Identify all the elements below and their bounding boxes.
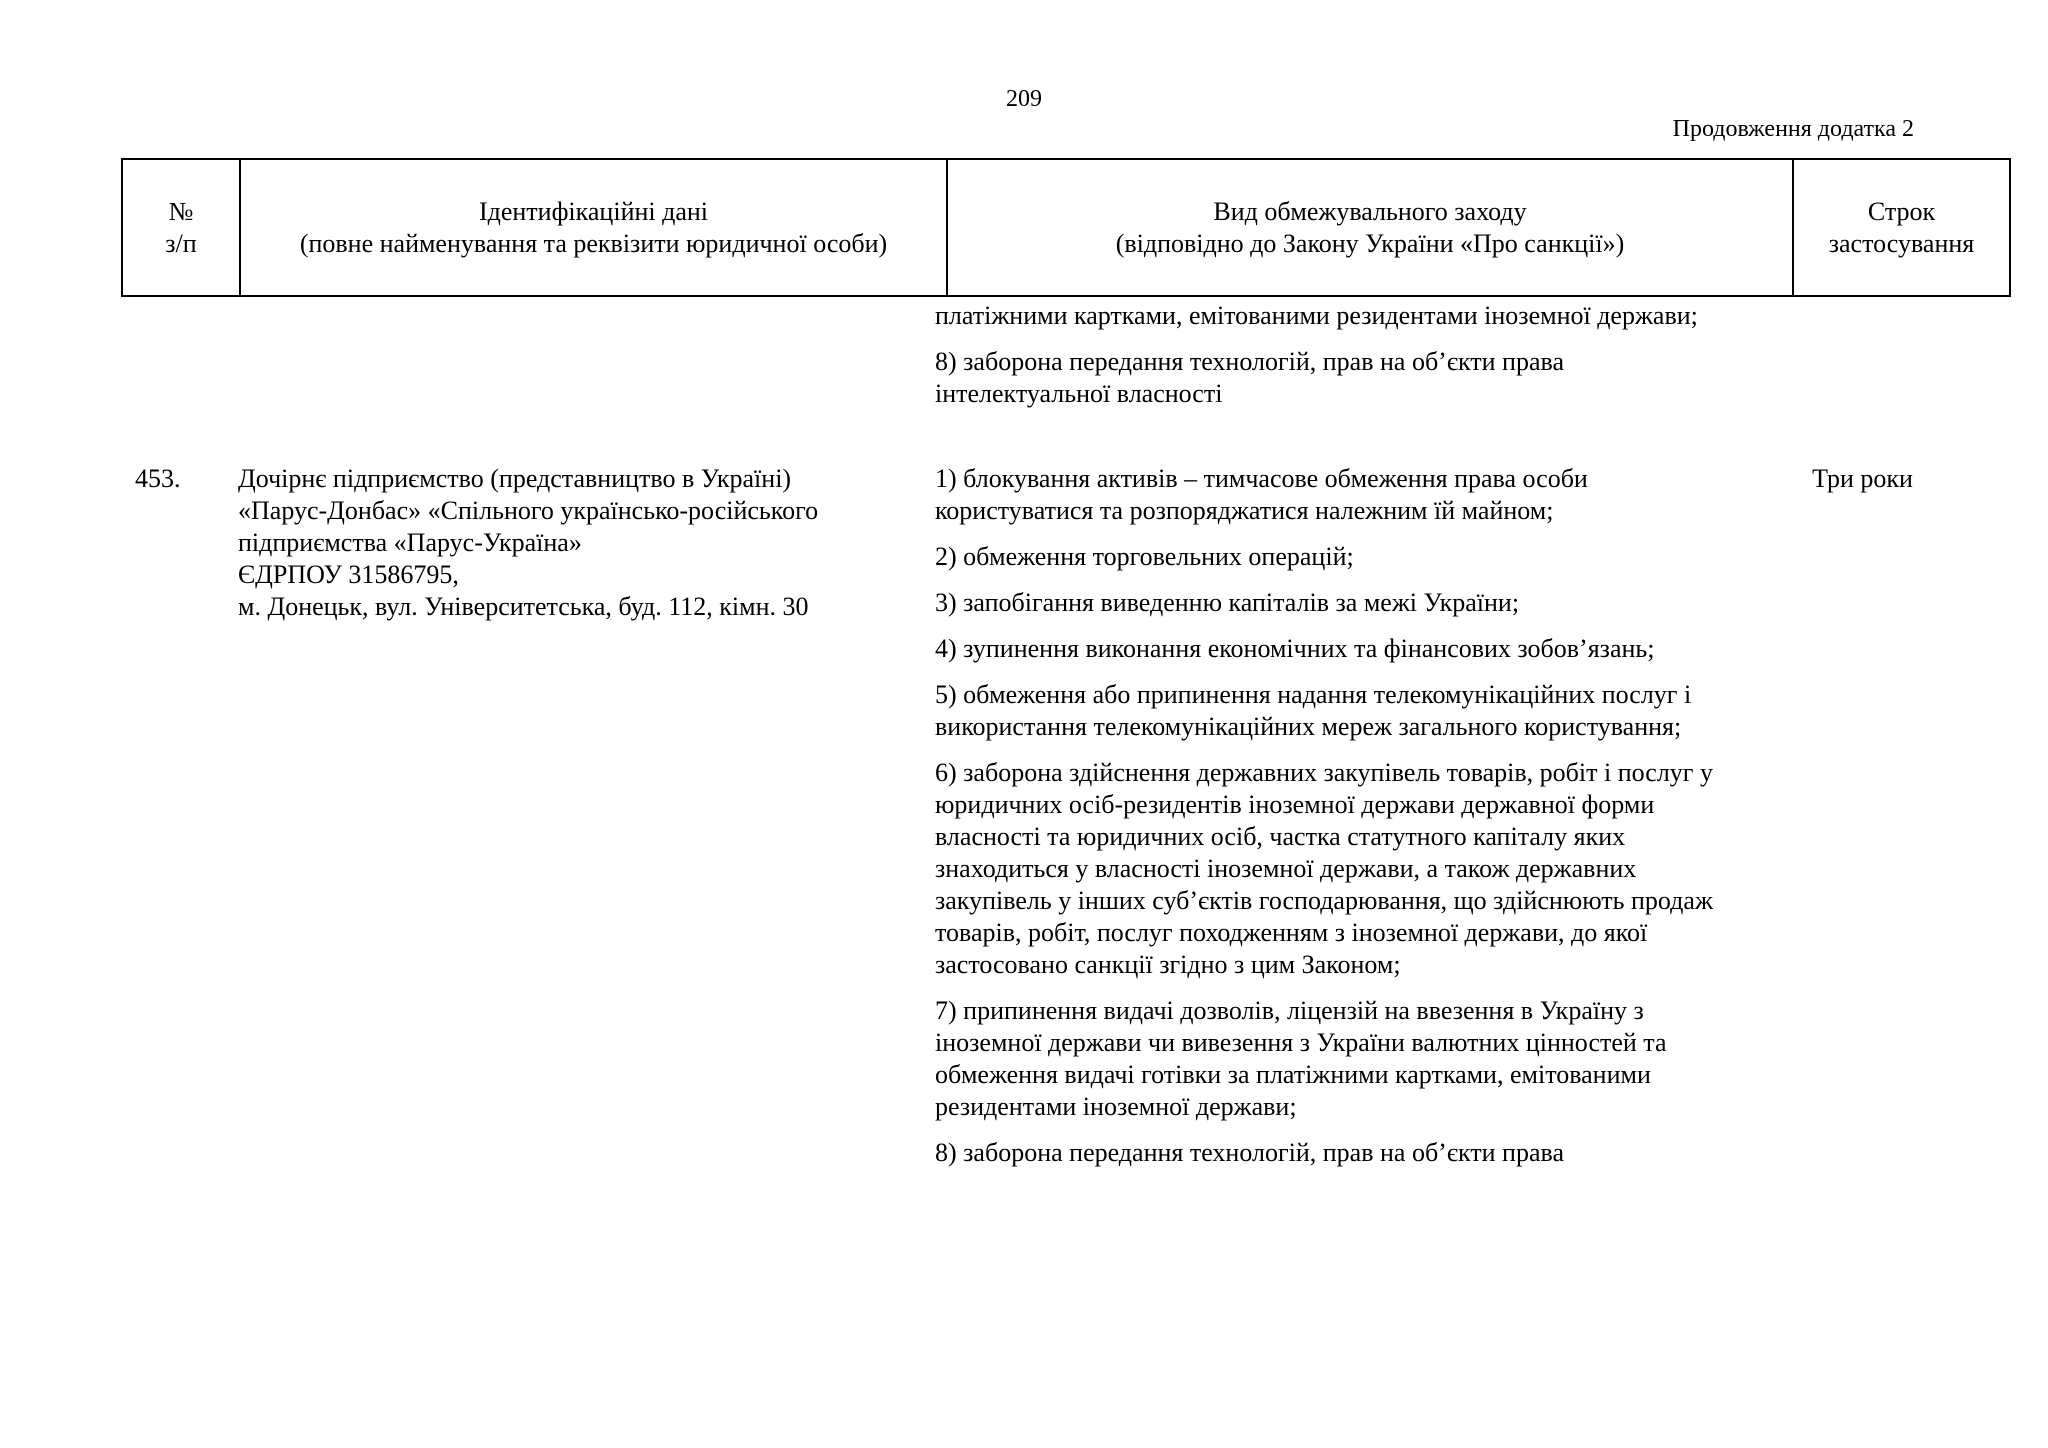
entry-number: 453.: [135, 464, 181, 493]
application-term: Три роки: [1812, 464, 1913, 493]
previous-measure-text: 8) заборона передання технологій, прав на об’єкти права інтелектуальної власності: [935, 347, 1564, 408]
measure-item: 2) обмеження торговельних операцій;: [935, 542, 1354, 571]
measures-list: [935, 463, 1745, 1183]
header-measure-line2: (відповідно до Закону України «Про санкції»): [1115, 228, 1625, 258]
table-header: [121, 158, 2011, 297]
header-number: [122, 159, 240, 296]
entity-line: підприємства «Парус-Україна»: [238, 528, 582, 557]
continuation-label: Продовження додатка 2: [1672, 116, 1914, 142]
header-measure-line1: Вид обмежувального заходу: [1213, 196, 1527, 226]
previous-measure-text: платіжними картками, емітованими резидентами іноземної держави;: [935, 301, 1698, 330]
measure-item: 7) припинення видачі дозволів, ліцензій на ввезення в Україну з іноземної держави чи вивезення з України валютних цінностей та обмеження видачі готівки за платіжними картками, емітованими резидентами іноземної держави;: [935, 996, 1667, 1121]
header-measure: [947, 159, 1793, 296]
entity-line: ЄДРПОУ 31586795,: [238, 560, 459, 589]
header-number-line1: №: [168, 196, 194, 226]
measure-item: 3) запобігання виведенню капіталів за межі України;: [935, 588, 1520, 617]
previous-entry-continuation: [935, 300, 1735, 424]
entity-line: м. Донецьк, вул. Університетська, буд. 112, кімн. 30: [238, 592, 809, 621]
page-number: 209: [1006, 86, 1042, 112]
measure-item: 6) заборона здійснення державних закупівель товарів, робіт і послуг у юридичних осіб-резидентів іноземної держави державної форми власності та юридичних осіб, частка статутного капіталу яких знаходиться у власності іноземної держави, а також державних закупівель у інших суб’єктів господарювання, що здійснюють продаж товарів, робіт, послуг походженням з іноземної держави, до якої застосовано санкції згідно з цим Законом;: [935, 758, 1713, 979]
entity-line: Дочірнє підприємство (представництво в Україні): [238, 464, 792, 493]
measure-item: 1) блокування активів – тимчасове обмеження права особи користуватися та розпоряджатися належним їй майном;: [935, 464, 1588, 525]
header-number-line2: з/п: [165, 228, 197, 258]
entity-line: «Парус-Донбас» «Спільного українсько-російського: [238, 496, 819, 525]
header-identification-line2: (повне найменування та реквізити юридичної особи): [299, 228, 888, 258]
entity-identification: [238, 463, 918, 623]
header-identification-line1: Ідентифікаційні дані: [478, 196, 709, 226]
header-identification: [240, 159, 947, 296]
header-term-line1: Строк: [1867, 196, 1936, 226]
measure-item: 4) зупинення виконання економічних та фінансових зобов’язань;: [935, 634, 1655, 663]
measure-item: 5) обмеження або припинення надання телекомунікаційних послуг і використання телекомунікаційних мереж загального користування;: [935, 680, 1692, 741]
header-term: [1793, 159, 2010, 296]
header-term-line2: застосування: [1828, 228, 1975, 258]
measure-item: 8) заборона передання технологій, прав на об’єкти права: [935, 1138, 1564, 1167]
